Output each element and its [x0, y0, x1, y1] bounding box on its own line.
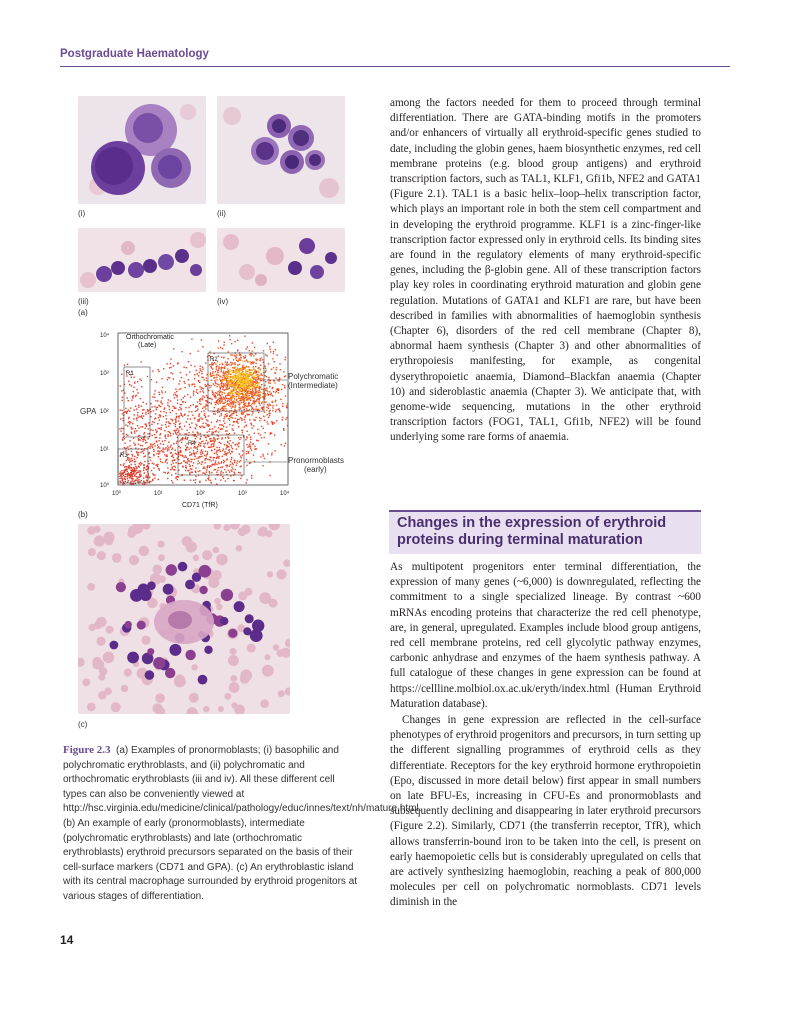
- y-tick-3: 10¹: [100, 447, 109, 453]
- panel-label-ii: (ii): [217, 209, 226, 218]
- pro-sub-label: (early): [304, 465, 327, 474]
- x-tick-2: 10²: [196, 491, 205, 497]
- ortho-sub-label: (Late): [138, 342, 157, 349]
- page-number: 14: [60, 933, 74, 947]
- section-heading-box: [389, 510, 701, 554]
- figure-caption-label: Figure 2.3: [63, 744, 111, 756]
- x-axis-label: CD71 (TfR): [182, 502, 218, 509]
- flow-y-axis-label: GPA: [80, 407, 97, 416]
- y-tick-1: 10³: [100, 371, 109, 377]
- y-tick-2: 10²: [100, 409, 109, 415]
- panel-label-i: (i): [78, 209, 86, 218]
- body-paragraph-2: [390, 560, 701, 712]
- body-paragraph-2-text: As multipotent progenitors enter terminal differentiation, the expression of many genes (~6,000) is downregulated, reflecting the commitment to a single specialized lineage. By contrast ~600 mRNAs encoding proteins that characterize the red cell phenotype, are, in general, upregulated. Examples include blood group antigens, red cell membrane proteins, red cell glycolytic pathway enzymes, carbonic anhydrase and enzymes of the haem synthesis pathway. A full catalogue of these changes in gene expression can be found at https://cellline.molbiol.ox.ac.uk/eryth/index.html (Human Erythroid Maturation database).: [390, 561, 701, 710]
- gate-label-r4: R4: [188, 441, 196, 447]
- poly-label: Polychromatic: [288, 372, 339, 381]
- ortho-label: Orthochromatic: [126, 334, 174, 341]
- x-tick-0: 10⁰: [112, 491, 122, 497]
- figure-caption-text: (a) Examples of pronormoblasts; (i) basophilic and polychromatic erythroblasts, and (ii) polychromatic and orthochromatic erythroblasts (iii and iv). All these different cell types can also be conveniently viewed at http://hsc.virginia.edu/medicine/clinical/pathology/educ/innes/text/nh/mature.html. (b) An example of early (pronormoblasts), intermediate (polychromatic erythroblasts) and late (orthochromatic erythroblasts) erythroid precursors separated on the basis of their cell-surface markers (CD71 and GPA). (c) An erythroblastic island with its central macrophage surrounded by erythroid progenitors at various stages of differentiation.: [63, 745, 422, 902]
- body-paragraph-1: [390, 96, 701, 446]
- figure-caption: [63, 743, 422, 905]
- panel-label-c: (c): [78, 720, 88, 729]
- gate-label-r3: R3: [120, 453, 128, 459]
- running-header-title: Postgraduate Haematology: [60, 48, 209, 60]
- y-tick-4: 10⁰: [100, 483, 110, 489]
- gate-label-r1: R1: [126, 371, 134, 377]
- y-tick-0: 10⁴: [100, 333, 110, 339]
- panel-label-iv: (iv): [217, 297, 229, 306]
- x-tick-1: 10¹: [154, 491, 163, 497]
- body-paragraph-1-text: among the factors needed for them to proceed through terminal differentiation. There are GATA-binding motifs in the promoters and/or enhancers of virtually all erythroid-specific genes studied to date, including the globin genes, haem biosynthetic enzymes, red cell membrane proteins (e.g. blood group antigens) and erythroid transcription factors, such as TAL1, KLF1, Gfi1b, NFE2 and GATA1 (Figure 2.1). TAL1 is a basic helix–loop–helix transcription factor, which plays an important role in both the stem cell compartment and in developing the erythroid programme. KLF1 is a zinc-finger-like transcription factor expressed only in erythroid cells. Its binding sites are found in the regulatory elements of many erythroid-specific genes, including the β-globin gene. All of these transcription factors play key roles in coordinating erythroid maturation and globin gene regulation. Mutations of GATA1 and KLF1 are rare, but have been described in families with abnormalities of haemoglobin synthesis (Chapter 6), disorders of the red cell membrane (Chapter 8), abnormal haem synthesis (Chapter 3) and other abnormalities of erythropoiesis manifesting, for example, as congenital dyserythropoietic anaemia, Diamond–Blackfan anaemia (Chapter 10) and sideroblastic anaemia (Chapter 3). We anticipate that, with genome-wide sequencing, mutations in the other erythroid transcription factors (FOG1, TAL1, Gfi1b, NFE2) will be found underlying some rare forms of anaemia.: [390, 97, 701, 444]
- panel-label-iii: (iii): [78, 297, 89, 306]
- panel-label-a: (a): [78, 308, 88, 317]
- poly-sub-label: (Intermediate): [288, 381, 338, 390]
- panel-label-b: (b): [78, 510, 88, 519]
- section-heading: Changes in the expression of erythroid proteins during terminal maturation: [397, 515, 667, 548]
- x-tick-4: 10⁴: [280, 491, 290, 497]
- body-paragraph-3-text: Changes in gene expression are reflected in the cell-surface phenotypes of erythroid progenitors and precursors, in turn setting up the different signalling programmes of erythroid cells as they differentiate. Receptors for the key erythroid hormone erythropoietin (Epo, discussed in more detail below) first appear in small numbers on late BFU-Es, increasing in CFU-Es and pronormoblasts and subsequently declining and disappearing in later erythroid precursors (Figure 2.2). Similarly, CD71 (the transferrin receptor, TfR), which allows transferrin-bound iron to be taken into the cell, is present on early haemopoietic cells but is considerably upregulated on cells that are actively synthesizing haemoglobin, reaching a peak of 800,000 molecules per cell on polychromatic normoblasts. CD71 levels diminish in the: [390, 714, 701, 909]
- pro-label: Pronormoblasts: [288, 456, 345, 465]
- body-paragraph-3: [390, 713, 701, 911]
- x-tick-3: 10³: [238, 491, 247, 497]
- gate-label-r2: R2: [210, 357, 218, 363]
- micrograph-c: [78, 524, 290, 714]
